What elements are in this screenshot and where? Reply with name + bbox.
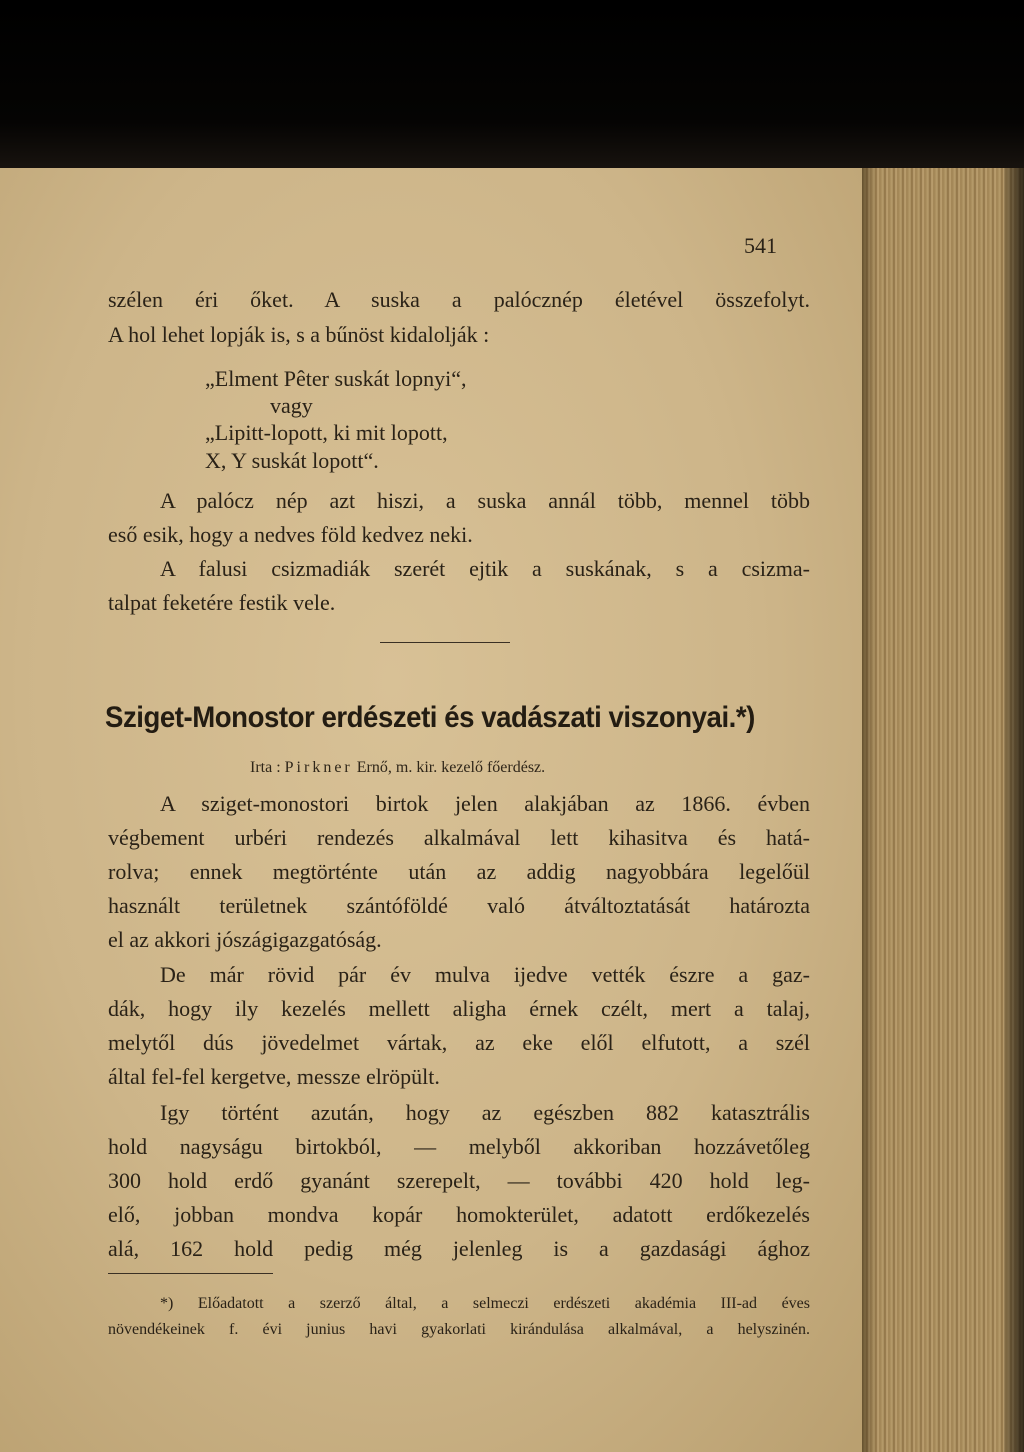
para1-line-4: használt területnek szántóföldé való átváltoztatását határozta	[108, 893, 810, 918]
article-title: Sziget-Monostor erdészeti és vadászati viszonyai.*)	[105, 701, 755, 734]
para2-line-3: melytől dús jövedelmet vártak, az eke elől elfutott, a szél	[108, 1030, 810, 1055]
verse-line-2: vagy	[270, 393, 313, 418]
para-a-line-2: eső esik, hogy a nedves föld kedvez neki.	[108, 522, 473, 547]
verse-line-4: X, Y suskát lopott“.	[205, 448, 379, 473]
footnote-line-2: növendékeinek f. évi junius havi gyakorlati kirándulása alkalmával, a helyszinén.	[108, 1321, 810, 1338]
para3-line-5: alá, 162 hold pedig még jelenleg is a gazdasági ághoz	[108, 1236, 810, 1261]
para1-line-3: rolva; ennek megtörténte után az addig nagyobbára legelőül	[108, 859, 810, 884]
para3-line-2: hold nagyságu birtokból, — melyből akkoriban hozzávetőleg	[108, 1134, 810, 1159]
para1-line-2: végbement urbéri rendezés alkalmával lett kihasitva és hatá-	[108, 825, 810, 850]
footnote-line-1: *) Előadatott a szerző által, a selmeczi erdészeti akadémia III-ad éves	[160, 1295, 810, 1312]
author-name: Pirkner	[284, 759, 353, 776]
footnote-divider	[108, 1273, 273, 1274]
intro-line-2: A hol lehet lopják is, s a bűnöst kidalolják :	[108, 322, 490, 347]
article-byline	[250, 758, 545, 778]
para-b-line-2: talpat feketére festik vele.	[108, 590, 336, 615]
verse-line-3: „Lipitt-lopott, ki mit lopott,	[205, 420, 448, 445]
page-number: 541	[744, 233, 777, 258]
para2-line-1: De már rövid pár év mulva ijedve vették észre a gaz-	[160, 962, 810, 987]
intro-line-1: szélen éri őket. A suska a palócznép életével összefolyt.	[108, 287, 810, 312]
verse-line-1: „Elment Pêter suskát lopnyi“,	[205, 366, 467, 391]
page-stack-edge	[862, 168, 1024, 1452]
para3-line-4: elő, jobban mondva kopár homokterület, adatott erdőkezelés	[108, 1202, 810, 1227]
byline-rest: Ernő, m. kir. kezelő főerdész.	[356, 759, 546, 776]
para2-line-4: által fel-fel kergetve, messze elröpült.	[108, 1064, 440, 1089]
para3-line-1: Igy történt azután, hogy az egészben 882 katasztrális	[160, 1100, 810, 1125]
section-divider	[380, 642, 510, 643]
para1-line-1: A sziget-monostori birtok jelen alakjában az 1866. évben	[160, 791, 810, 816]
para-a-line-1: A palócz nép azt hiszi, a suska annál több, mennel több	[160, 488, 810, 513]
para1-line-5: el az akkori jószágigazgatóság.	[108, 927, 382, 952]
page-edge-shadow	[1004, 168, 1024, 1452]
byline-prefix: Irta :	[250, 759, 281, 776]
para3-line-3: 300 hold erdő gyanánt szerepelt, — további 420 hold leg-	[108, 1168, 810, 1193]
para2-line-2: dák, hogy ily kezelés mellett aligha érnek czélt, mert a talaj,	[108, 996, 810, 1021]
para-b-line-1: A falusi csizmadiák szerét ejtik a suskának, s a csizma-	[160, 556, 810, 581]
